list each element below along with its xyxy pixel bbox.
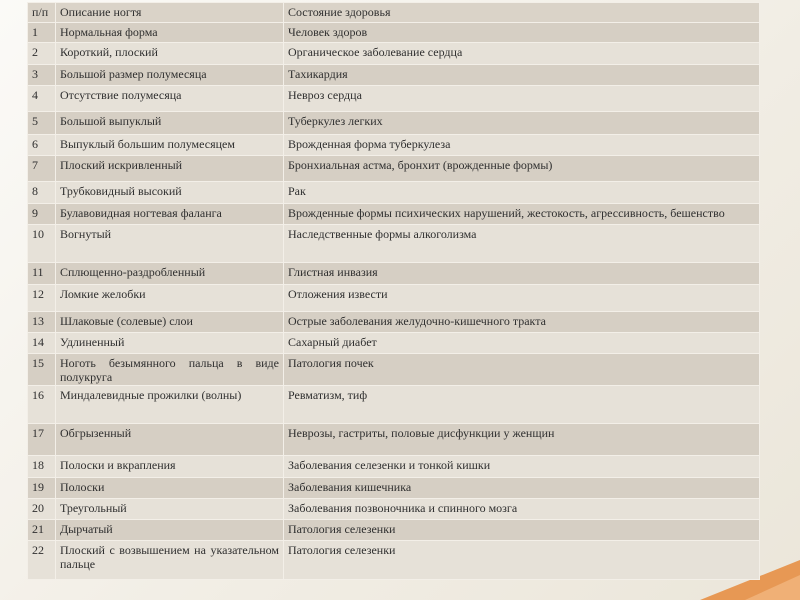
table-row <box>28 43 760 64</box>
nail-description: Плоский с возвышением на указательном пальце <box>56 541 284 580</box>
table-row <box>28 112 760 134</box>
nail-health-table <box>27 2 759 580</box>
table-row <box>28 311 760 332</box>
row-number: 18 <box>28 456 56 477</box>
row-number: 13 <box>28 311 56 332</box>
health-state: Рак <box>284 182 760 204</box>
health-state: Сахарный диабет <box>284 332 760 353</box>
nail-description: Ноготь безымянного пальца в виде полукруга <box>56 354 284 385</box>
health-state: Заболевания кишечника <box>284 477 760 498</box>
row-number: 8 <box>28 182 56 204</box>
table-row <box>28 64 760 85</box>
row-number: 7 <box>28 155 56 181</box>
row-number: 12 <box>28 285 56 311</box>
table-header-row <box>28 3 760 23</box>
row-number: 15 <box>28 354 56 385</box>
health-state: Врожденные формы психических нарушений, жестокость, агрессивность, бешенство <box>284 204 760 224</box>
row-number: 17 <box>28 423 56 455</box>
nail-description: Большой размер полумесяца <box>56 64 284 85</box>
table-row <box>28 204 760 224</box>
row-number: 3 <box>28 64 56 85</box>
nail-description: Полоски и вкрапления <box>56 456 284 477</box>
nail-description: Сплющенно-раздробленный <box>56 263 284 285</box>
health-state: Наследственные формы алкоголизма <box>284 224 760 262</box>
header-health-state: Состояние здоровья <box>284 3 760 23</box>
row-number: 20 <box>28 498 56 519</box>
table-row <box>28 456 760 477</box>
health-state: Патология селезенки <box>284 541 760 580</box>
nail-description: Миндалевидные прожилки (волны) <box>56 385 284 423</box>
health-state: Человек здоров <box>284 23 760 43</box>
table-row <box>28 354 760 385</box>
table-row <box>28 541 760 580</box>
table-row <box>28 477 760 498</box>
nail-description: Ломкие желобки <box>56 285 284 311</box>
nail-description: Обгрызенный <box>56 423 284 455</box>
table-row <box>28 332 760 353</box>
header-num: п/п <box>28 3 56 23</box>
row-number: 6 <box>28 134 56 155</box>
table-row <box>28 520 760 541</box>
nail-description: Плоский искривленный <box>56 155 284 181</box>
health-state: Бронхиальная астма, бронхит (врожденные формы) <box>284 155 760 181</box>
health-state: Врожденная форма туберкулеза <box>284 134 760 155</box>
row-number: 22 <box>28 541 56 580</box>
nail-description: Дырчатый <box>56 520 284 541</box>
health-state: Органическое заболевание сердца <box>284 43 760 64</box>
table-row <box>28 23 760 43</box>
health-state: Патология почек <box>284 354 760 385</box>
health-state: Ревматизм, тиф <box>284 385 760 423</box>
row-number: 5 <box>28 112 56 134</box>
table-row <box>28 498 760 519</box>
table-row <box>28 423 760 455</box>
health-state: Патология селезенки <box>284 520 760 541</box>
health-state: Туберкулез легких <box>284 112 760 134</box>
health-state: Заболевания позвоночника и спинного мозга <box>284 498 760 519</box>
table-row <box>28 85 760 111</box>
row-number: 11 <box>28 263 56 285</box>
health-state: Заболевания селезенки и тонкой кишки <box>284 456 760 477</box>
row-number: 2 <box>28 43 56 64</box>
nail-description: Отсутствие полумесяца <box>56 85 284 111</box>
row-number: 21 <box>28 520 56 541</box>
table-row <box>28 155 760 181</box>
health-state: Глистная инвазия <box>284 263 760 285</box>
table-row <box>28 182 760 204</box>
table-row <box>28 385 760 423</box>
nail-description: Вогнутый <box>56 224 284 262</box>
table-row <box>28 263 760 285</box>
table-row <box>28 224 760 262</box>
row-number: 16 <box>28 385 56 423</box>
row-number: 14 <box>28 332 56 353</box>
row-number: 9 <box>28 204 56 224</box>
nail-description: Выпуклый большим полумесяцем <box>56 134 284 155</box>
row-number: 4 <box>28 85 56 111</box>
data-table <box>27 2 760 580</box>
nail-description: Треугольный <box>56 498 284 519</box>
health-state: Отложения извести <box>284 285 760 311</box>
health-state: Острые заболевания желудочно-кишечного тракта <box>284 311 760 332</box>
table-row <box>28 134 760 155</box>
nail-description: Нормальная форма <box>56 23 284 43</box>
header-description: Описание ногтя <box>56 3 284 23</box>
nail-description: Полоски <box>56 477 284 498</box>
health-state: Невроз сердца <box>284 85 760 111</box>
nail-description: Трубковидный высокий <box>56 182 284 204</box>
row-number: 19 <box>28 477 56 498</box>
nail-description: Большой выпуклый <box>56 112 284 134</box>
nail-description: Удлиненный <box>56 332 284 353</box>
nail-description: Шлаковые (солевые) слои <box>56 311 284 332</box>
nail-description: Короткий, плоский <box>56 43 284 64</box>
row-number: 10 <box>28 224 56 262</box>
nail-description: Булавовидная ногтевая фаланга <box>56 204 284 224</box>
health-state: Неврозы, гастриты, половые дисфункции у женщин <box>284 423 760 455</box>
table-row <box>28 285 760 311</box>
health-state: Тахикардия <box>284 64 760 85</box>
row-number: 1 <box>28 23 56 43</box>
